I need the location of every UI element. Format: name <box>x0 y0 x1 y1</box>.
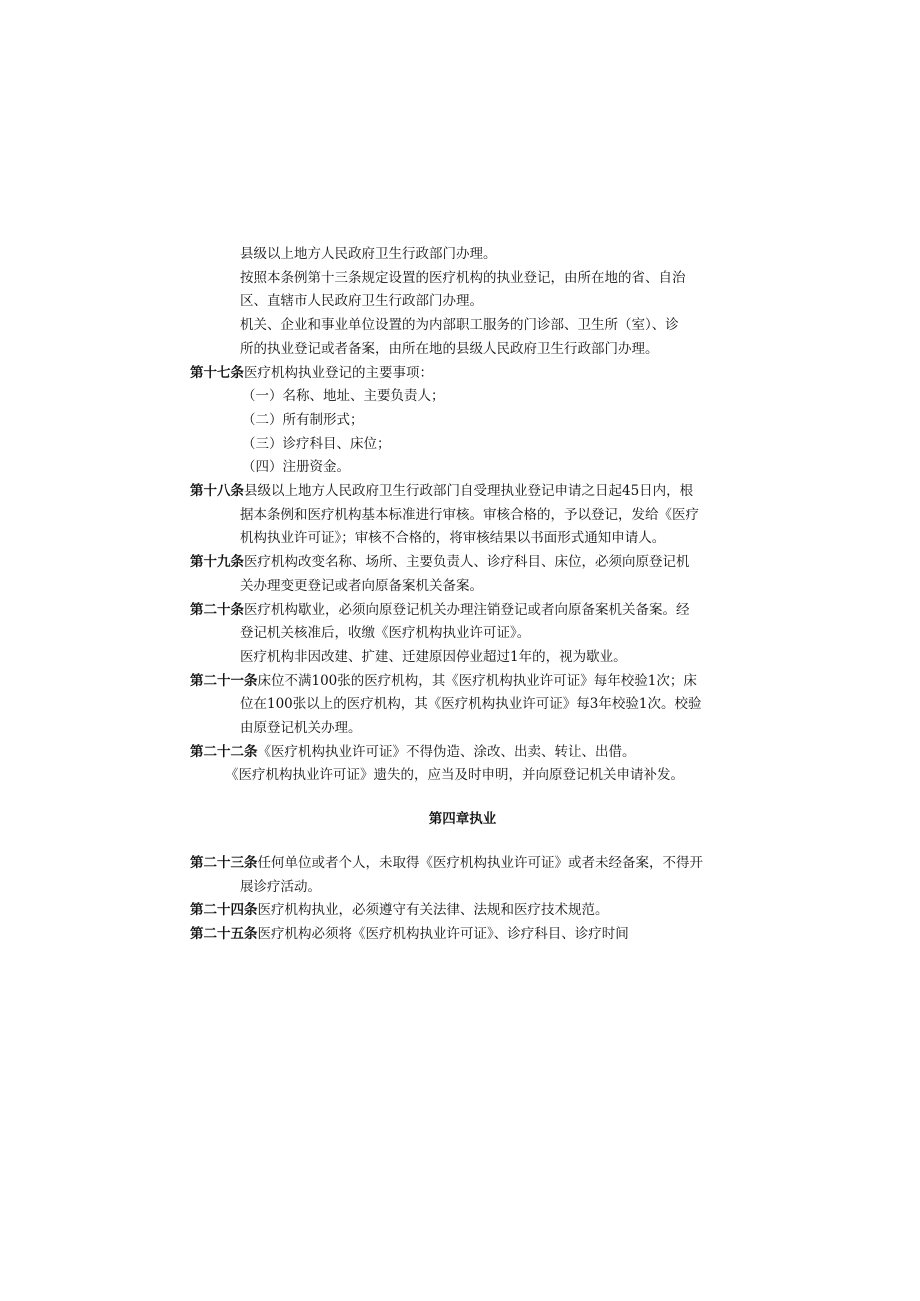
article-text: 关办理变更登记或者向原备案机关备案。 <box>240 577 483 594</box>
article-text: 医疗机构非因改建、扩建、迁建原因停业超过1年的，视为歇业。 <box>240 648 627 665</box>
article-text: 机构执业许可证》；审核不合格的，将审核结果以书面形式通知申请人。 <box>240 530 666 547</box>
intro-line: 所的执业登记或者备案，由所在地的县级人民政府卫生行政部门办理。 <box>240 340 659 357</box>
article-text: 医疗机构执业，必须遵守有关法律、法规和医疗技术规范。 <box>257 902 609 919</box>
article-18 <box>190 480 735 504</box>
article-heading: 第二十三条 <box>190 854 258 871</box>
article-text: 医疗机构歇业，必须向原登记机关办理注销登记或者向原备案机关备案。经 <box>244 601 690 618</box>
article-20 <box>190 599 735 623</box>
document-body <box>190 243 735 947</box>
article-text: 床位不满100张的医疗机构，其《医疗机构执业许可证》每年校验1次；床 <box>257 672 697 689</box>
article-text: 医疗机构必须将《医疗机构执业许可证》、诊疗科目、诊疗时间 <box>257 925 629 942</box>
intro-line: 按照本条例第十三条规定设置的医疗机构的执业登记，由所在地的省、自治 <box>240 269 686 286</box>
list-item: （四）注册资金。 <box>242 459 350 476</box>
article-text: 《医疗机构执业许可证》不得伪造、涂改、出卖、转让、出借。 <box>257 743 636 760</box>
article-heading: 第二十五条 <box>190 925 258 942</box>
article-heading: 第二十条 <box>190 601 244 618</box>
article-text: 由原登记机关办理。 <box>240 720 362 737</box>
article-text: 县级以上地方人民政府卫生行政部门自受理执业登记申请之日起45日内，根 <box>244 483 694 500</box>
article-text: 据本条例和医疗机构基本标准进行审核。审核合格的，予以登记，发给《医疗 <box>240 506 699 523</box>
article-22 <box>190 741 735 765</box>
article-text: 医疗机构改变名称、场所、主要负责人、诊疗科目、床位，必须向原登记机 <box>244 554 690 571</box>
article-21 <box>190 670 735 694</box>
intro-line: 机关、企业和事业单位设置的为内部职工服务的门诊部、卫生所（室）、诊 <box>240 317 679 334</box>
article-text: 登记机关核准后，收缴《医疗机构执业许可证》。 <box>240 625 531 642</box>
article-23 <box>190 852 735 876</box>
article-heading: 第十八条 <box>190 483 244 500</box>
intro-line: 县级以上地方人民政府卫生行政部门办理。 <box>240 246 497 262</box>
article-text: 位在100张以上的医疗机构，其《医疗机构执业许可证》每3年校验1次。校验 <box>240 696 702 713</box>
list-item: （一）名称、地址、主要负责人； <box>242 388 445 405</box>
chapter-heading: 第四章执业 <box>428 811 497 828</box>
article-heading: 第十九条 <box>190 554 244 571</box>
article-17 <box>190 362 735 386</box>
article-19 <box>190 551 735 575</box>
article-heading: 第二十二条 <box>190 743 258 760</box>
list-item: （三）诊疗科目、床位； <box>242 435 391 452</box>
article-heading: 第十七条 <box>190 364 244 381</box>
article-heading: 第二十四条 <box>190 902 258 919</box>
article-24 <box>190 899 735 923</box>
article-text: 《医疗机构执业许可证》遗失的，应当及时申明，并向原登记机关申请补发。 <box>225 767 684 784</box>
article-heading: 第二十一条 <box>190 672 258 689</box>
article-25 <box>190 923 735 947</box>
article-text: 任何单位或者个人，未取得《医疗机构执业许可证》或者未经备案，不得开 <box>257 854 703 871</box>
article-text: 医疗机构执业登记的主要事项： <box>244 364 433 381</box>
list-item: （二）所有制形式； <box>242 411 364 428</box>
intro-line: 区、直辖市人民政府卫生行政部门办理。 <box>240 293 483 310</box>
article-text: 展诊疗活动。 <box>240 878 321 895</box>
